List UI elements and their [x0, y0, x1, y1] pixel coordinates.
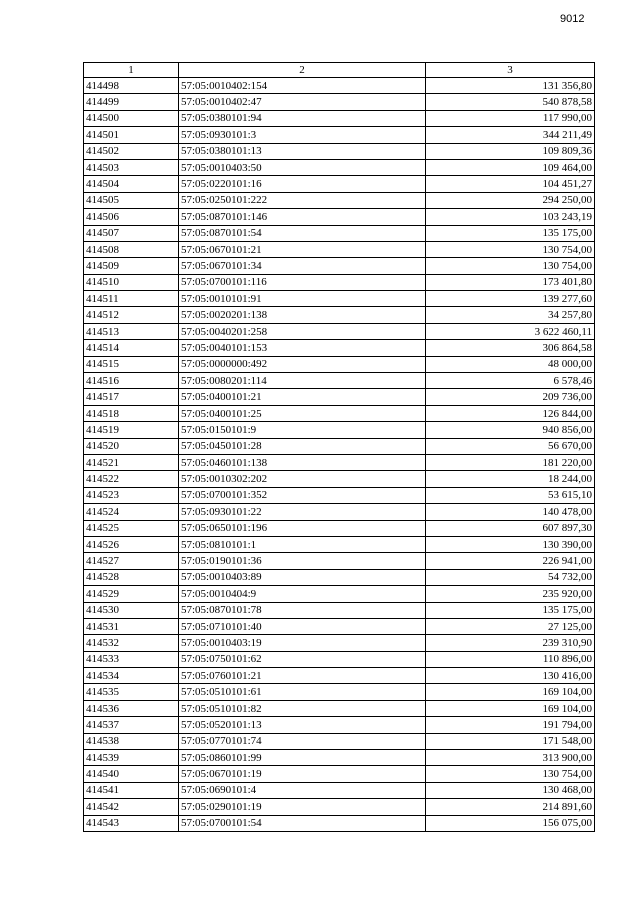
table-header — [84, 63, 595, 78]
row-number-cell: 414518 — [84, 405, 179, 421]
row-number-cell: 414534 — [84, 668, 179, 684]
value-cell: 169 104,00 — [426, 700, 595, 716]
value-cell: 540 878,58 — [426, 94, 595, 110]
cadastral-number-cell: 57:05:0000000:492 — [179, 356, 426, 372]
value-cell: 48 000,00 — [426, 356, 595, 372]
value-cell: 6 578,46 — [426, 373, 595, 389]
cadastral-number-cell: 57:05:0190101:36 — [179, 553, 426, 569]
row-number-cell: 414512 — [84, 307, 179, 323]
row-number-cell: 414541 — [84, 782, 179, 798]
table-row — [84, 717, 595, 733]
cadastral-number-cell: 57:05:0760101:21 — [179, 668, 426, 684]
row-number-cell: 414531 — [84, 618, 179, 634]
cadastral-number-cell: 57:05:0710101:40 — [179, 618, 426, 634]
table-row — [84, 553, 595, 569]
row-number-cell: 414520 — [84, 438, 179, 454]
table-row — [84, 536, 595, 552]
table-row — [84, 635, 595, 651]
table-row — [84, 340, 595, 356]
row-number-cell: 414515 — [84, 356, 179, 372]
cadastral-number-cell: 57:05:0750101:62 — [179, 651, 426, 667]
value-cell: 209 736,00 — [426, 389, 595, 405]
row-number-cell: 414510 — [84, 274, 179, 290]
row-number-cell: 414535 — [84, 684, 179, 700]
row-number-cell: 414528 — [84, 569, 179, 585]
registry-table — [83, 62, 595, 832]
table-row — [84, 274, 595, 290]
table-row — [84, 471, 595, 487]
value-cell: 313 900,00 — [426, 750, 595, 766]
row-number-cell: 414536 — [84, 700, 179, 716]
cadastral-number-cell: 57:05:0040101:153 — [179, 340, 426, 356]
cadastral-number-cell: 57:05:0450101:28 — [179, 438, 426, 454]
table-row — [84, 78, 595, 94]
row-number-cell: 414538 — [84, 733, 179, 749]
value-cell: 130 754,00 — [426, 258, 595, 274]
table-row — [84, 192, 595, 208]
cadastral-number-cell: 57:05:0150101:9 — [179, 422, 426, 438]
row-number-cell: 414501 — [84, 127, 179, 143]
table-row — [84, 241, 595, 257]
table-body — [84, 78, 595, 832]
table-row — [84, 750, 595, 766]
cadastral-number-cell: 57:05:0040201:258 — [179, 323, 426, 339]
table-row — [84, 389, 595, 405]
table-row — [84, 225, 595, 241]
cadastral-number-cell: 57:05:0010403:50 — [179, 159, 426, 175]
value-cell: 109 809,36 — [426, 143, 595, 159]
value-cell: 214 891,60 — [426, 799, 595, 815]
cadastral-number-cell: 57:05:0510101:61 — [179, 684, 426, 700]
value-cell: 54 732,00 — [426, 569, 595, 585]
cadastral-number-cell: 57:05:0700101:352 — [179, 487, 426, 503]
value-cell: 940 856,00 — [426, 422, 595, 438]
column-header-3: 3 — [426, 63, 595, 78]
cadastral-number-cell: 57:05:0010101:91 — [179, 291, 426, 307]
cadastral-number-cell: 57:05:0510101:82 — [179, 700, 426, 716]
row-number-cell: 414502 — [84, 143, 179, 159]
value-cell: 135 175,00 — [426, 225, 595, 241]
value-cell: 181 220,00 — [426, 454, 595, 470]
table-row — [84, 94, 595, 110]
cadastral-number-cell: 57:05:0930101:22 — [179, 504, 426, 520]
row-number-cell: 414525 — [84, 520, 179, 536]
value-cell: 130 754,00 — [426, 241, 595, 257]
row-number-cell: 414524 — [84, 504, 179, 520]
table-row — [84, 323, 595, 339]
value-cell: 140 478,00 — [426, 504, 595, 520]
cadastral-number-cell: 57:05:0870101:54 — [179, 225, 426, 241]
value-cell: 56 670,00 — [426, 438, 595, 454]
table-row — [84, 143, 595, 159]
value-cell: 171 548,00 — [426, 733, 595, 749]
row-number-cell: 414505 — [84, 192, 179, 208]
value-cell: 103 243,19 — [426, 209, 595, 225]
row-number-cell: 414533 — [84, 651, 179, 667]
cadastral-number-cell: 57:05:0290101:19 — [179, 799, 426, 815]
value-cell: 3 622 460,11 — [426, 323, 595, 339]
table-row — [84, 422, 595, 438]
column-header-1: 1 — [84, 63, 179, 78]
cadastral-number-cell: 57:05:0010403:89 — [179, 569, 426, 585]
cadastral-number-cell: 57:05:0020201:138 — [179, 307, 426, 323]
row-number-cell: 414519 — [84, 422, 179, 438]
row-number-cell: 414507 — [84, 225, 179, 241]
cadastral-number-cell: 57:05:0700101:116 — [179, 274, 426, 290]
cadastral-number-cell: 57:05:0670101:21 — [179, 241, 426, 257]
value-cell: 173 401,80 — [426, 274, 595, 290]
column-header-2: 2 — [179, 63, 426, 78]
row-number-cell: 414500 — [84, 110, 179, 126]
cadastral-number-cell: 57:05:0810101:1 — [179, 536, 426, 552]
row-number-cell: 414509 — [84, 258, 179, 274]
row-number-cell: 414543 — [84, 815, 179, 831]
value-cell: 110 896,00 — [426, 651, 595, 667]
row-number-cell: 414526 — [84, 536, 179, 552]
row-number-cell: 414540 — [84, 766, 179, 782]
table-row — [84, 586, 595, 602]
row-number-cell: 414530 — [84, 602, 179, 618]
table-row — [84, 684, 595, 700]
cadastral-number-cell: 57:05:0250101:222 — [179, 192, 426, 208]
cadastral-number-cell: 57:05:0010402:154 — [179, 78, 426, 94]
cadastral-number-cell: 57:05:0650101:196 — [179, 520, 426, 536]
value-cell: 135 175,00 — [426, 602, 595, 618]
row-number-cell: 414503 — [84, 159, 179, 175]
table-row — [84, 258, 595, 274]
table-row — [84, 291, 595, 307]
cadastral-number-cell: 57:05:0670101:19 — [179, 766, 426, 782]
table-row — [84, 668, 595, 684]
cadastral-number-cell: 57:05:0690101:4 — [179, 782, 426, 798]
table-row — [84, 159, 595, 175]
table-row — [84, 618, 595, 634]
value-cell: 294 250,00 — [426, 192, 595, 208]
table-row — [84, 356, 595, 372]
row-number-cell: 414521 — [84, 454, 179, 470]
row-number-cell: 414511 — [84, 291, 179, 307]
table-row — [84, 602, 595, 618]
value-cell: 104 451,27 — [426, 176, 595, 192]
table-row — [84, 209, 595, 225]
cadastral-number-cell: 57:05:0400101:25 — [179, 405, 426, 421]
cadastral-number-cell: 57:05:0080201:114 — [179, 373, 426, 389]
value-cell: 117 990,00 — [426, 110, 595, 126]
table-row — [84, 700, 595, 716]
row-number-cell: 414523 — [84, 487, 179, 503]
table-row — [84, 520, 595, 536]
table-row — [84, 799, 595, 815]
table-row — [84, 176, 595, 192]
row-number-cell: 414504 — [84, 176, 179, 192]
row-number-cell: 414527 — [84, 553, 179, 569]
table-row — [84, 405, 595, 421]
row-number-cell: 414513 — [84, 323, 179, 339]
row-number-cell: 414542 — [84, 799, 179, 815]
cadastral-number-cell: 57:05:0870101:78 — [179, 602, 426, 618]
cadastral-number-cell: 57:05:0860101:99 — [179, 750, 426, 766]
table-row — [84, 307, 595, 323]
row-number-cell: 414514 — [84, 340, 179, 356]
cadastral-number-cell: 57:05:0010404:9 — [179, 586, 426, 602]
page-number: 9012 — [560, 13, 585, 25]
cadastral-number-cell: 57:05:0460101:138 — [179, 454, 426, 470]
table-row — [84, 766, 595, 782]
value-cell: 109 464,00 — [426, 159, 595, 175]
value-cell: 344 211,49 — [426, 127, 595, 143]
value-cell: 131 356,80 — [426, 78, 595, 94]
cadastral-number-cell: 57:05:0220101:16 — [179, 176, 426, 192]
table-row — [84, 110, 595, 126]
cadastral-number-cell: 57:05:0380101:13 — [179, 143, 426, 159]
value-cell: 139 277,60 — [426, 291, 595, 307]
table-row — [84, 733, 595, 749]
header-row — [84, 63, 595, 78]
cadastral-number-cell: 57:05:0010302:202 — [179, 471, 426, 487]
row-number-cell: 414537 — [84, 717, 179, 733]
row-number-cell: 414499 — [84, 94, 179, 110]
cadastral-number-cell: 57:05:0010402:47 — [179, 94, 426, 110]
value-cell: 34 257,80 — [426, 307, 595, 323]
value-cell: 130 390,00 — [426, 536, 595, 552]
table-row — [84, 815, 595, 831]
value-cell: 126 844,00 — [426, 405, 595, 421]
table-row — [84, 438, 595, 454]
value-cell: 306 864,58 — [426, 340, 595, 356]
value-cell: 169 104,00 — [426, 684, 595, 700]
value-cell: 130 468,00 — [426, 782, 595, 798]
table-row — [84, 487, 595, 503]
table-row — [84, 127, 595, 143]
cadastral-number-cell: 57:05:0380101:94 — [179, 110, 426, 126]
row-number-cell: 414506 — [84, 209, 179, 225]
cadastral-number-cell: 57:05:0670101:34 — [179, 258, 426, 274]
value-cell: 130 416,00 — [426, 668, 595, 684]
table-row — [84, 569, 595, 585]
row-number-cell: 414516 — [84, 373, 179, 389]
row-number-cell: 414498 — [84, 78, 179, 94]
cadastral-number-cell: 57:05:0700101:54 — [179, 815, 426, 831]
value-cell: 18 244,00 — [426, 471, 595, 487]
table-row — [84, 504, 595, 520]
row-number-cell: 414522 — [84, 471, 179, 487]
cadastral-number-cell: 57:05:0770101:74 — [179, 733, 426, 749]
value-cell: 156 075,00 — [426, 815, 595, 831]
table-row — [84, 651, 595, 667]
table-row — [84, 454, 595, 470]
value-cell: 130 754,00 — [426, 766, 595, 782]
cadastral-number-cell: 57:05:0520101:13 — [179, 717, 426, 733]
value-cell: 607 897,30 — [426, 520, 595, 536]
value-cell: 226 941,00 — [426, 553, 595, 569]
value-cell: 53 615,10 — [426, 487, 595, 503]
value-cell: 235 920,00 — [426, 586, 595, 602]
cadastral-number-cell: 57:05:0400101:21 — [179, 389, 426, 405]
cadastral-number-cell: 57:05:0010403:19 — [179, 635, 426, 651]
value-cell: 27 125,00 — [426, 618, 595, 634]
row-number-cell: 414529 — [84, 586, 179, 602]
cadastral-number-cell: 57:05:0930101:3 — [179, 127, 426, 143]
row-number-cell: 414539 — [84, 750, 179, 766]
row-number-cell: 414532 — [84, 635, 179, 651]
table-row — [84, 373, 595, 389]
row-number-cell: 414517 — [84, 389, 179, 405]
row-number-cell: 414508 — [84, 241, 179, 257]
cadastral-number-cell: 57:05:0870101:146 — [179, 209, 426, 225]
value-cell: 191 794,00 — [426, 717, 595, 733]
table-row — [84, 782, 595, 798]
value-cell: 239 310,90 — [426, 635, 595, 651]
